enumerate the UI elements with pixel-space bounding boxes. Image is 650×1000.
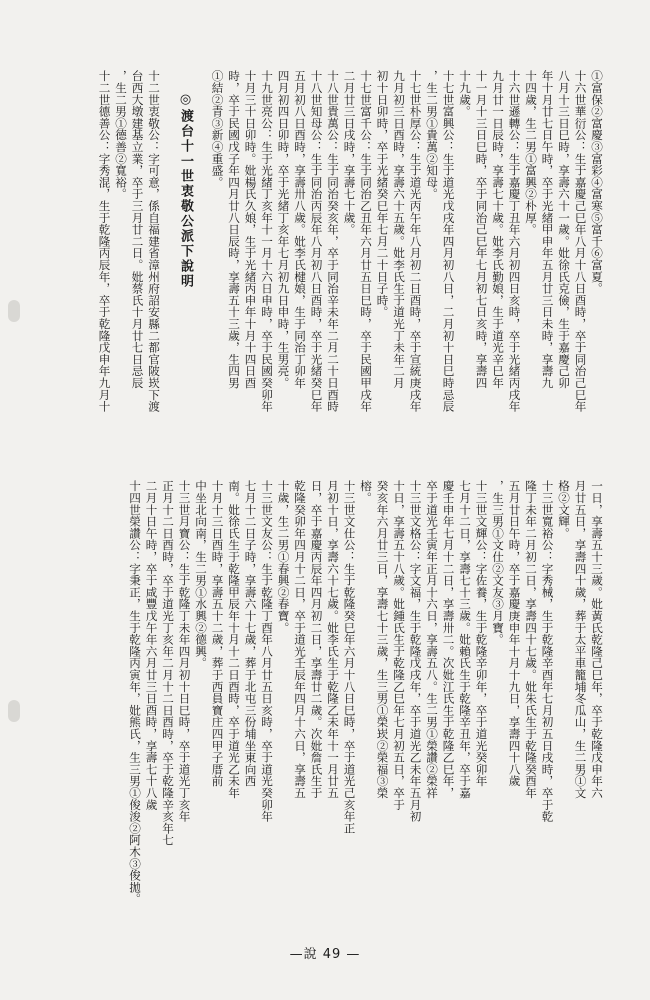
text-column: 一日，享壽五十三歲。妣黃氏乾隆己巳年，卒于乾隆戊申年六 [590,480,604,799]
text-column: 卒于道光壬寅年正月十六日，享壽五八。生二男①榮讚②榮祥 [425,480,439,799]
text-column: 十八世貴萬公：生于同治癸亥年，卒于同治辛未年二月二十日酉時 [326,70,340,413]
text-column: 五月廿日午時，卒于嘉慶庚申年十月十九日，享壽四十八歲 [507,480,522,787]
text-column: 十六世遜轉公：生于嘉慶丁丑年六月初四日亥時，卒于光緒丙戌年 [507,70,522,413]
text-column: 十月十三日酉時，享壽五十二歲，葬于西員寶庄四甲子厝前 [210,480,225,787]
upper-text-block [60,70,605,470]
text-column: 十一月十三日巳時，卒于同治己巳年七月初七日亥時，享壽四 [474,70,489,389]
text-column: 十三世文輝公：字佐養，生于乾隆辛卯年，卒于道光癸卯年 [474,480,489,787]
text-column: 十日，享壽五十八歲。妣鍾氏生于乾隆乙巳年七月初五日，卒于 [392,480,406,811]
page-number: —說 49 — [289,947,361,962]
text-column: 八月十三日巳時，享壽六十一歲。妣徐氏克儉，生于嘉慶己卯 [557,70,571,389]
text-column: 四月初四日卯時，卒于光緒丁亥年七月初九日申時，生男亮。 [276,70,291,389]
text-column: 十二世衷敬公：字可意，係自福建省漳州府詔安縣二都官陂崁下渡 [147,70,161,413]
text-column [162,70,176,470]
text-column: 十三世文友公：生于乾隆丁酉年八月廿五日亥時，卒于道光癸卯年 [260,480,274,823]
text-column: 十九歲。 [458,70,472,118]
text-column: 九月廿一日辰時，享壽七十歲。妣李氏勤娘，生于道光辛巳年 [491,70,505,389]
text-column: 十七世朴厚公：生于道光丙午年八月初二日酉時，卒于宣統庚戌年 [408,70,423,413]
text-column: 癸亥年六月廿三日，享壽七十三歲，生三男①榮崁②榮福③榮 [375,480,390,799]
binding-hole [8,300,20,322]
text-column: 十月三十日卯時。妣楊氏久娘，生于光緒丙申年十月十四日酉 [243,70,258,389]
text-column: 日，卒于嘉慶丙辰年四月初二日，享壽廿二歲。次妣詹氏生于 [309,480,324,799]
lower-text-block [60,480,605,935]
text-column: ①富保②富慶③富彩④富寒⑤富千⑥富夏。 [590,70,604,295]
text-column: 南。妣徐氏生于乾隆甲辰年十月十二日酉時，卒于道光乙未年 [227,480,241,799]
text-column: 十四歲，生二男①富興②朴厚。 [524,70,538,236]
text-column: 五月初八日酉時，享壽卅八歲。妣李氏楗娘，生于同治丁卯年 [293,70,307,389]
text-column: 十七世富興公：生于道光戊戌年四月初八日，二月初十日巳時忌辰 [441,70,456,413]
text-column: 十三世月寶公：生于乾隆丁未年四月初十日巳時，卒于道光丁亥年 [177,480,192,823]
text-column: 十三世寬裕公：字秀械，生于乾隆辛酉年七月初五日戌時，卒于乾 [540,480,555,823]
text-column: 年十月廿七日午時，卒于光緒甲申年五月廿三日未時，享壽九 [540,70,555,389]
text-column: 十六世華衍公：生于嘉慶己巳年八月十八日酉時，卒于同治己巳年 [573,70,588,413]
text-column: 初十日卯時，卒于光緒癸巳年七月二十日子時。 [375,70,390,318]
text-column: 時，卒于民國戊子年四月廿八日辰時，享壽五十三歲，生四男 [227,70,241,389]
text-column: ，生二男①德善②寬裕。 [114,70,128,200]
text-column: 十三世文仕公：生于乾隆癸巳年六月十八日巳時，卒于道光己亥年正 [342,480,357,834]
text-column: 十四世榮讚公：字秉正，生于乾隆丙寅年，妣熊氏，生三男①俊浚②阿木③俊拋。 [128,480,142,905]
text-column: ，生二男①貴萬②知母。 [425,70,439,200]
text-column: 隆丁未年二月初二日，享壽四十七歲。妣朱氏生于乾隆癸酉年 [524,480,538,799]
text-column: 二月廿三日戌時，享壽七十歲。 [342,70,357,236]
binding-hole [8,700,20,722]
text-column: 月廿五日，享壽四十歲，葬于太平車籠埔冬瓜山，生二男①文 [573,480,588,799]
text-column: 十二世德善公：字秀混，生于乾隆丙辰年，卒于乾隆戊申年九月十 [97,70,112,413]
text-column: 十歲，生二男①春興②春寶。 [276,480,291,634]
text-column: 十九世亮公：生于光緒丁亥年十一月十六日申時，卒于民國癸卯年 [260,70,274,413]
text-column: ①結②青③新④重盛。 [210,70,225,188]
text-column: 正月十二日酉時，卒于道光丁亥年二月十二日酉時，卒于乾隆辛亥年七 [161,480,175,846]
text-column: 十七世富千公：生于同治乙丑年六月廿五日巳時，卒于民國甲戌年 [359,70,373,413]
text-column: 台西大墩建基立業，卒于三月廿二日。妣蔡氏十月廿七日忌辰 [130,70,145,389]
text-column [195,70,209,470]
text-column: 慶壬申年七月十二日，享壽卅二。次妣江氏生于乾隆乙巳年， [441,480,456,799]
text-column: 格②文輝。 [557,480,571,539]
text-column: 十八世知母公：生于同治丙辰年八月初八日酉時，卒于光緒癸巳年 [309,70,324,413]
text-column: 十三世文格公：字文福，生于乾隆戊戌年，卒于道光乙未年五月初 [408,480,423,823]
text-column: 乾隆癸卯年四月十二日，卒于道光壬辰年四月十六日，享壽五 [293,480,307,799]
text-column: ◎渡台十一世衷敬公派下說明 [178,92,193,289]
text-column: 榕。 [359,480,373,504]
text-column: 月初十日，享壽六十七歲。妣李氏生于乾隆乙未年十一月廿五 [326,480,340,799]
text-column: ，生三男①文仕②文友③月寶。 [491,480,505,646]
text-column: 七月十二日子時，享壽六十七歲，葬于北屯三份埔坐東向西 [243,480,258,787]
text-column: 中坐北向南，生二男①水興②德興。 [194,480,208,669]
text-column: 九月初三日酉時，享壽六十五歲。妣李氏生于道光丁未年二月 [392,70,406,389]
text-column: 七月十二日，享壽七十三歲。妣賴氏生于乾隆辛丑年，卒于嘉 [458,480,472,799]
text-column: 二月十日午時，卒于咸豐戊午年六月廿三日酉時，享壽七十八歲 [144,480,159,811]
